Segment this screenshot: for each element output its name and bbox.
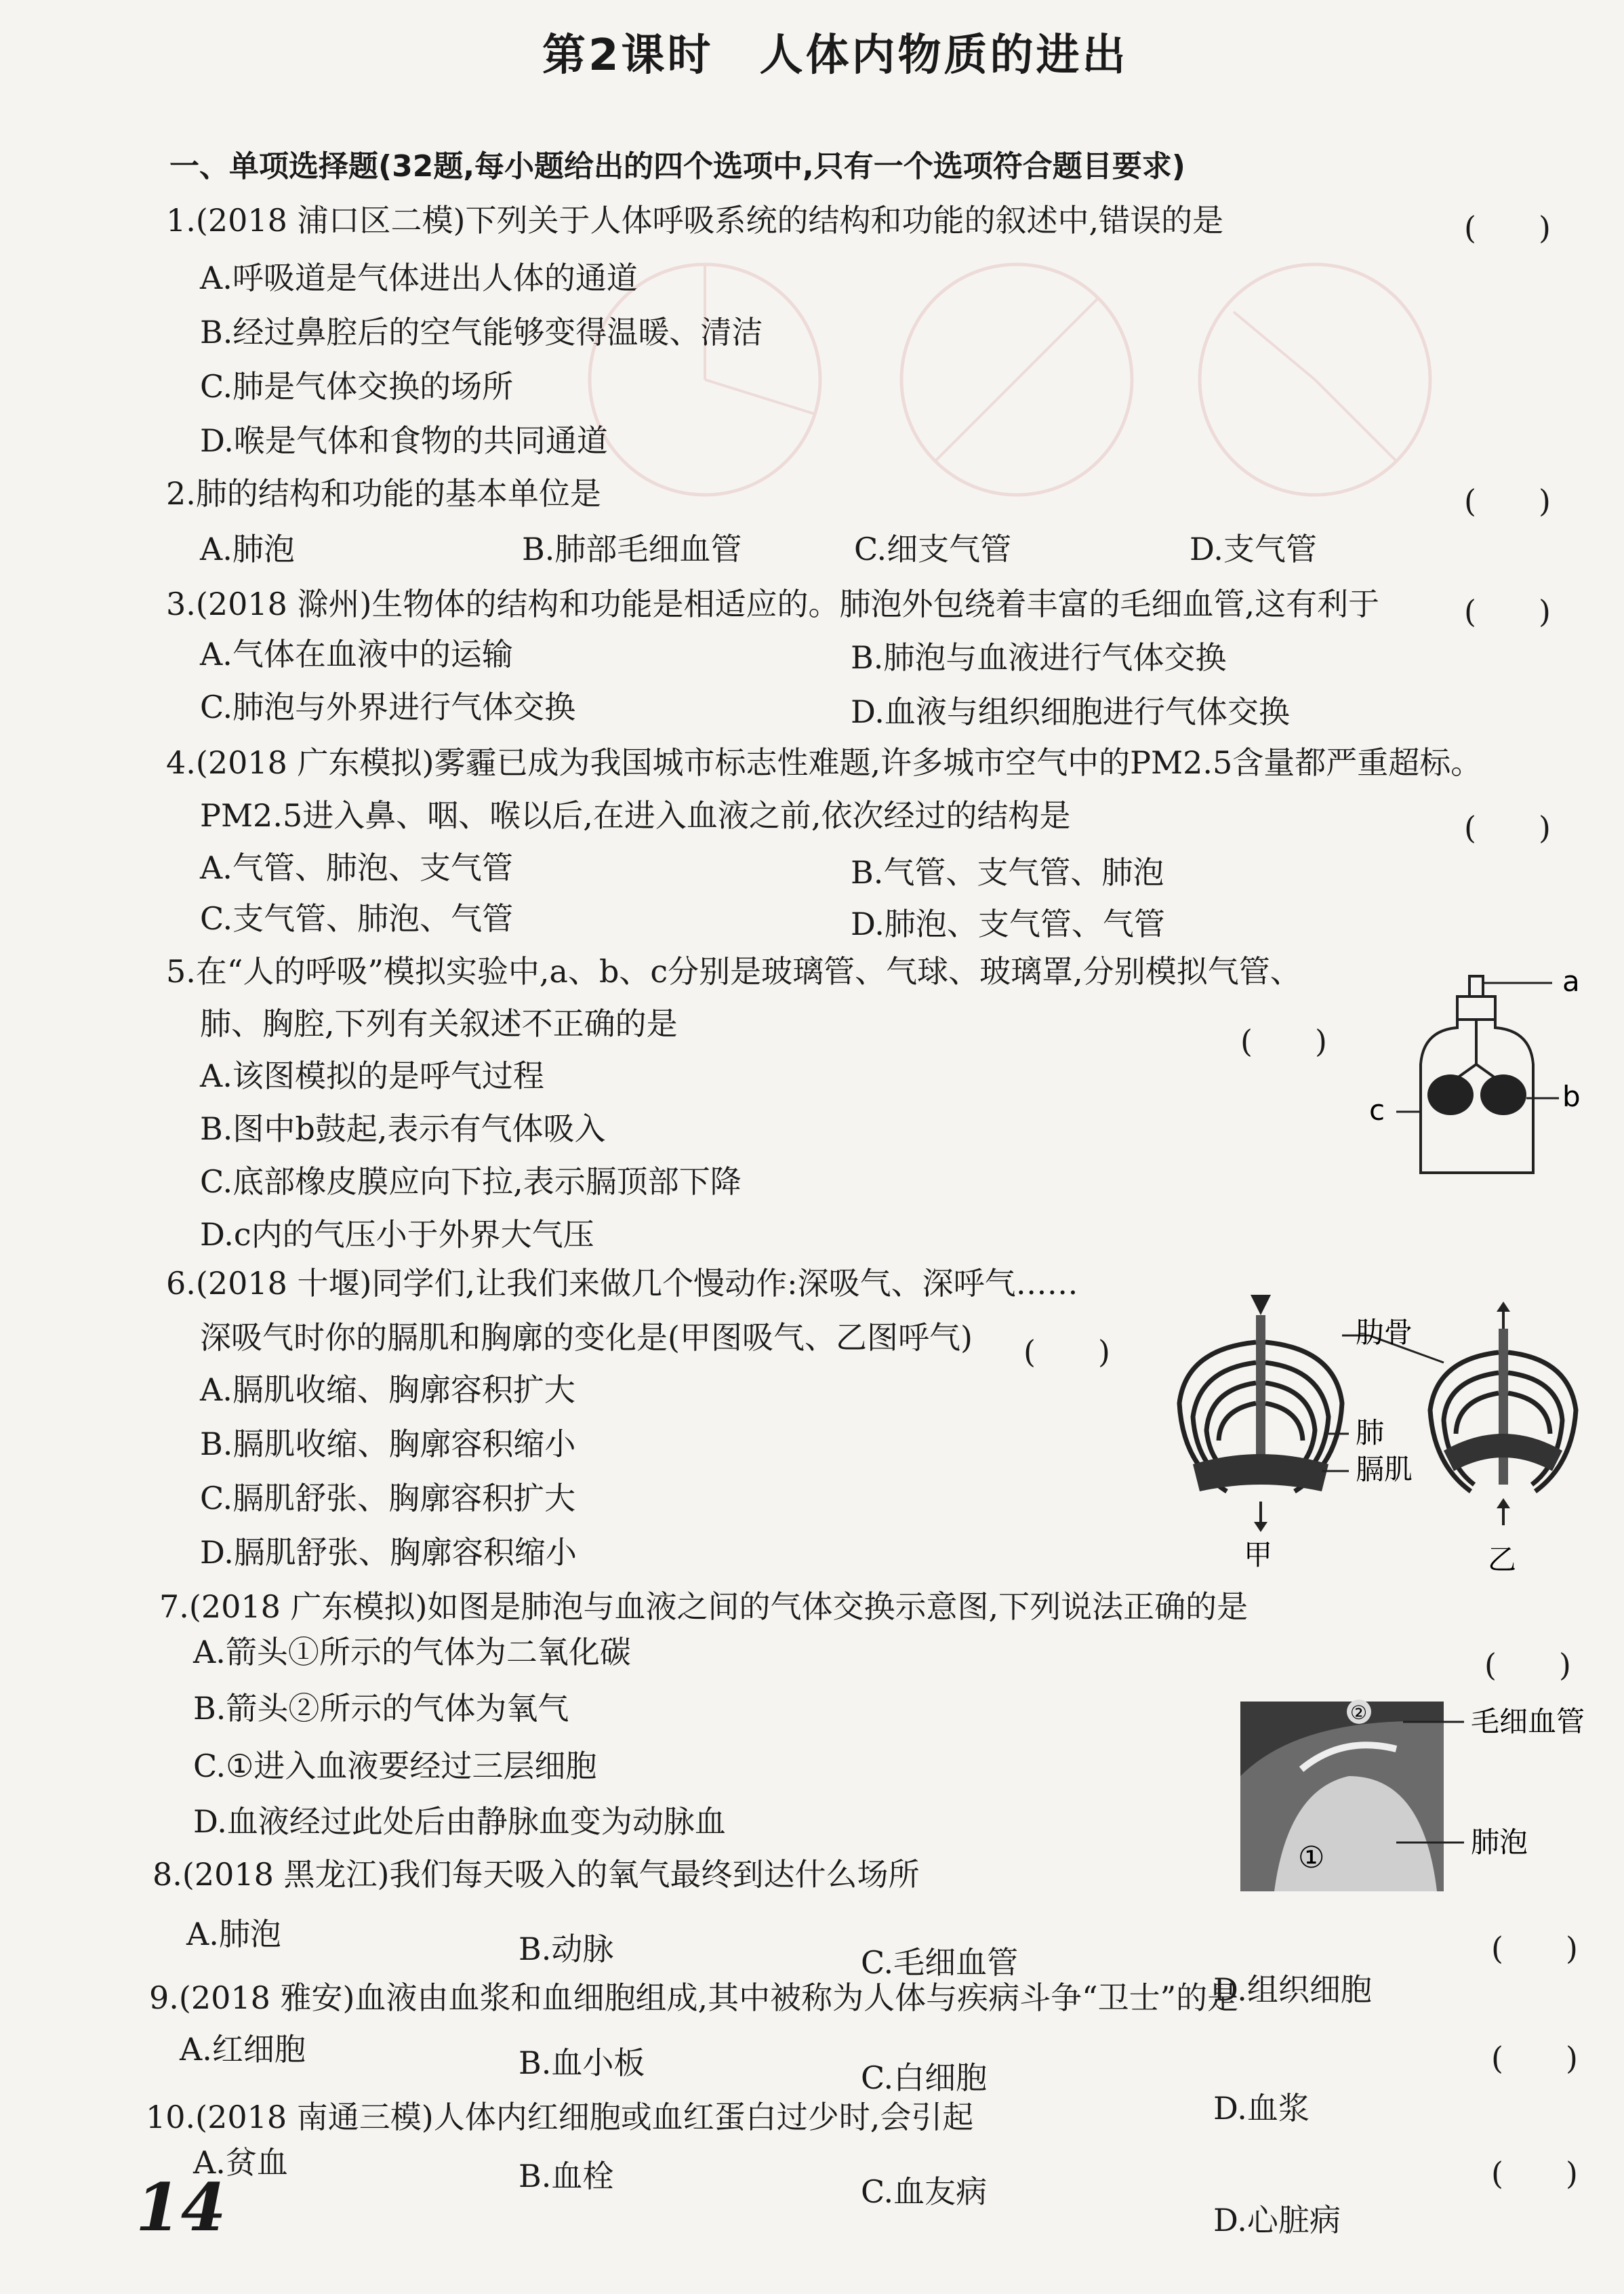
q10-option-d: D.心脏病 [1213, 2202, 1341, 2238]
question-1-stem: 1.(2018 浦口区二模)下列关于人体呼吸系统的结构和功能的叙述中,错误的是 [166, 202, 1224, 239]
answer-paren-q5: ( ) [1240, 1023, 1327, 1060]
question-6-stem-line2: 深吸气时你的膈肌和胸廓的变化是(甲图吸气、乙图呼气) [200, 1319, 973, 1356]
question-7-stem: 7.(2018 广东模拟)如图是肺泡与血液之间的气体交换示意图,下列说法正确的是 [159, 1588, 1249, 1625]
q7-option-b: B.箭头②所示的气体为氧气 [193, 1690, 569, 1727]
question-4-stem: 4.(2018 广东模拟)雾霾已成为我国城市标志性难题,许多城市空气中的PM2.5含量都严重超标。 [166, 744, 1482, 781]
q1-option-c: C.肺是气体交换的场所 [200, 368, 514, 405]
q6-option-c: C.膈肌舒张、胸廓容积扩大 [200, 1480, 576, 1516]
fig7-circled-1: ① [1298, 1840, 1325, 1875]
fig6-label-diaphragm: 膈肌 [1356, 1453, 1413, 1486]
page-number: 14 [136, 2169, 226, 2246]
fig7-circled-2: ② [1350, 1702, 1368, 1724]
q1-option-a: A.呼吸道是气体进出人体的通道 [200, 260, 638, 296]
fig6-label-jia: 甲 [1244, 1538, 1273, 1571]
question-8-stem: 8.(2018 黑龙江)我们每天吸入的氧气最终到达什么场所 [153, 1856, 920, 1893]
question-2-stem: 2.肺的结构和功能的基本单位是 [166, 475, 601, 512]
q5-option-c: C.底部橡皮膜应向下拉,表示膈顶部下降 [200, 1163, 742, 1200]
answer-paren-q4: ( ) [1464, 809, 1551, 846]
q9-option-c: C.白细胞 [861, 2059, 988, 2096]
q10-option-a: A.贫血 [193, 2144, 288, 2181]
q8-option-d: D.组织细胞 [1213, 1971, 1372, 2008]
q8-option-a: A.肺泡 [186, 1916, 281, 1952]
answer-paren-q2: ( ) [1464, 483, 1551, 519]
question-5-stem: 5.在“人的呼吸”模拟实验中,a、b、c分别是玻璃管、气球、玻璃罩,分别模拟气管、 [166, 953, 1301, 990]
q6-option-a: A.膈肌收缩、胸廓容积扩大 [200, 1371, 575, 1408]
q8-option-b: B.动脉 [519, 1931, 614, 1967]
fig6-label-lung: 肺 [1356, 1416, 1385, 1449]
fig5-label-b: b [1562, 1080, 1581, 1113]
q10-option-c: C.血友病 [861, 2173, 988, 2210]
q6-option-d: D.膈肌舒张、胸廓容积缩小 [200, 1534, 577, 1571]
q4-option-b: B.气管、支气管、肺泡 [851, 854, 1164, 891]
question-3-stem: 3.(2018 滁州)生物体的结构和功能是相适应的。肺泡外包绕着丰富的毛细血管,这有利于 [166, 586, 1380, 622]
q5-option-d: D.c内的气压小于外界大气压 [200, 1216, 594, 1253]
fig6-label-ribs: 肋骨 [1356, 1316, 1413, 1349]
q2-option-a: A.肺泡 [200, 531, 295, 567]
ribcage-breathing-figure [1145, 1288, 1606, 1573]
q9-option-a: A.红细胞 [180, 2031, 306, 2068]
question-6-stem: 6.(2018 十堰)同学们,让我们来做几个慢动作:深吸气、深呼气…… [166, 1265, 1078, 1302]
section-header: 一、单项选择题(32题,每小题给出的四个选项中,只有一个选项符合题目要求) [169, 149, 1185, 184]
question-10-stem: 10.(2018 南通三模)人体内红细胞或血红蛋白过少时,会引起 [146, 2099, 974, 2135]
answer-paren-q6: ( ) [1023, 1333, 1110, 1370]
lesson-title: 第2课时 人体内物质的进出 [542, 31, 1129, 81]
q4-option-c: C.支气管、肺泡、气管 [200, 900, 514, 937]
answer-paren-q8: ( ) [1491, 1930, 1578, 1967]
answer-paren-q9: ( ) [1491, 2040, 1578, 2076]
fig7-label-capillary: 毛细血管 [1471, 1705, 1585, 1738]
q7-option-a: A.箭头①所示的气体为二氧化碳 [193, 1634, 631, 1670]
q7-option-c: C.①进入血液要经过三层细胞 [193, 1748, 597, 1784]
q5-option-a: A.该图模拟的是呼气过程 [200, 1058, 544, 1094]
bleed-through-pies [583, 258, 1491, 515]
bell-jar-model-figure [1356, 963, 1600, 1186]
q1-option-d: D.喉是气体和食物的共同通道 [200, 422, 608, 459]
fig5-label-a: a [1562, 965, 1580, 998]
answer-paren-q7: ( ) [1484, 1647, 1571, 1683]
q3-option-b: B.肺泡与血液进行气体交换 [851, 639, 1227, 676]
q9-option-d: D.血浆 [1213, 2090, 1310, 2127]
q5-option-b: B.图中b鼓起,表示有气体吸入 [200, 1110, 606, 1147]
q4-option-a: A.气管、肺泡、支气管 [200, 849, 513, 886]
alveolus-gas-exchange-figure [1234, 1695, 1613, 1898]
q6-option-b: B.膈肌收缩、胸廓容积缩小 [200, 1426, 576, 1462]
fig5-label-c: c [1369, 1093, 1385, 1127]
q10-option-b: B.血栓 [519, 2158, 614, 2194]
q1-option-b: B.经过鼻腔后的空气能够变得温暖、清洁 [200, 314, 763, 350]
q3-option-d: D.血液与组织细胞进行气体交换 [851, 693, 1290, 730]
question-4-stem-line2: PM2.5进入鼻、咽、喉以后,在进入血液之前,依次经过的结构是 [200, 797, 1071, 834]
q7-option-d: D.血液经过此处后由静脉血变为动脉血 [193, 1803, 726, 1840]
q4-option-d: D.肺泡、支气管、气管 [851, 906, 1165, 942]
question-5-stem-line2: 肺、胸腔,下列有关叙述不正确的是 [200, 1005, 678, 1042]
fig7-label-alveolus: 肺泡 [1471, 1826, 1528, 1859]
q2-option-b: B.肺部毛细血管 [522, 531, 742, 567]
answer-paren-q10: ( ) [1491, 2155, 1578, 2192]
q3-option-a: A.气体在血液中的运输 [200, 636, 513, 672]
q3-option-c: C.肺泡与外界进行气体交换 [200, 689, 576, 725]
question-9-stem: 9.(2018 雅安)血液由血浆和血细胞组成,其中被称为人体与疾病斗争“卫士”的是 [149, 1979, 1239, 2016]
q8-option-c: C.毛细血管 [861, 1944, 1019, 1981]
answer-paren-q3: ( ) [1464, 593, 1551, 630]
fig6-label-yi: 乙 [1488, 1543, 1517, 1573]
q9-option-b: B.血小板 [519, 2045, 645, 2081]
q2-option-d: D.支气管 [1190, 531, 1317, 567]
q2-option-c: C.细支气管 [854, 531, 1012, 567]
answer-paren-q1: ( ) [1464, 209, 1551, 246]
